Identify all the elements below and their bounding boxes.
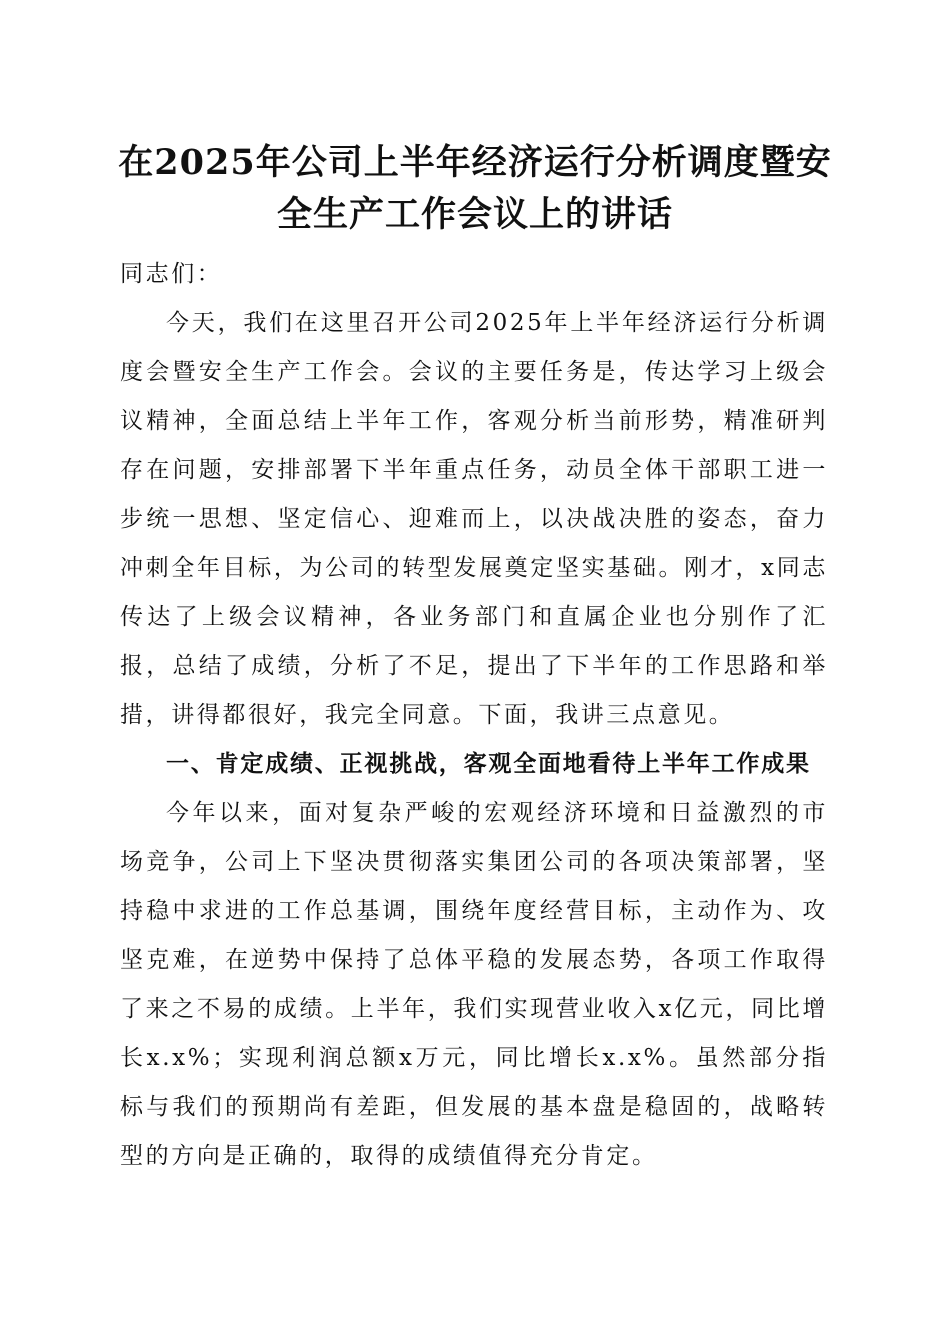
title-line-1: 在2025年公司上半年经济运行分析调度暨安	[118, 142, 832, 183]
paragraph-achievements: 今年以来，面对复杂严峻的宏观经济环境和日益激烈的市场竞争，公司上下坚决贯彻落实集团公司的各项决策部署，坚持稳中求进的工作总基调，围绕年度经营目标，主动作为、攻坚克难，在逆势中保持了总体平稳的发展态势，各项工作取得了来之不易的成绩。上半年，我们实现营业收入x亿元，同比增长x.x%；实现利润总额x万元，同比增长x.x%。虽然部分指标与我们的预期尚有差距，但发展的基本盘是稳固的，战略转型的方向是正确的，取得的成绩值得充分肯定。	[120, 800, 828, 1169]
salutation: 同志们：	[120, 261, 223, 287]
title-line-2: 全生产工作会议上的讲话	[276, 194, 673, 235]
document-body	[120, 250, 828, 1181]
section-heading-1: 一、肯定成绩、正视挑战，客观全面地看待上半年工作成果	[166, 751, 811, 777]
paragraph-opening: 今天，我们在这里召开公司2025年上半年经济运行分析调度会暨安全生产工作会。会议的主要任务是，传达学习上级会议精神，全面总结上半年工作，客观分析当前形势，精准研判存在问题，安排部署下半年重点任务，动员全体干部职工进一步统一思想、坚定信心、迎难而上，以决战决胜的姿态，奋力冲刺全年目标，为公司的转型发展奠定坚实基础。刚才，x同志传达了上级会议精神，各业务部门和直属企业也分别作了汇报，总结了成绩，分析了不足，提出了下半年的工作思路和举措，讲得都很好，我完全同意。下面，我讲三点意见。	[120, 310, 828, 728]
document-title	[100, 137, 850, 241]
